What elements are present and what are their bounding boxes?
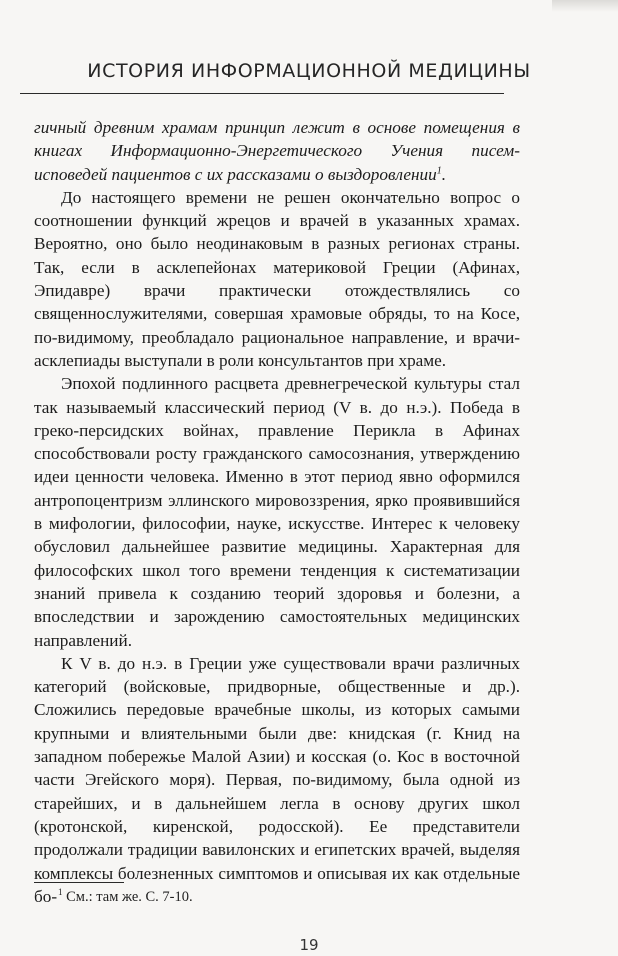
paragraph-continuation bbox=[34, 116, 520, 186]
footnote-reference[interactable]: 1 bbox=[436, 164, 442, 176]
header-rule bbox=[20, 93, 504, 94]
page-number: 19 bbox=[299, 936, 319, 954]
paragraph: До настоящего времени не решен окончательно вопрос о соотношении функций жрецов и врачей в указанных храмах. Вероятно, оно было неодинаковым в разных регионах страны. Так, если в асклепейонах материковой Греции (Афинах, Эпидавре) врачи практически отождествлялись со священнослужителями, совершая храмовые обряды, то на Косе, по-видимому, преобладало рациональное направление, и врачи-асклепиады выступали в роли консультантов при храме. bbox=[34, 187, 520, 370]
footnote bbox=[58, 889, 193, 906]
footnote-marker: 1 bbox=[58, 887, 63, 898]
paragraph-punctuation: . bbox=[441, 164, 447, 184]
page-edge-shadow bbox=[552, 0, 618, 12]
paragraph-text: гичный древним храмам принцип лежит в основе помещения в книгах Информационно-Энергетического Учения писем-исповедей пациентов с их рассказами о выздоровлении bbox=[34, 118, 520, 184]
main-text bbox=[34, 116, 520, 908]
paragraph: К V в. до н.э. в Греции уже существовали врачи различных категорий (войсковые, придворные, общественные и др.). Сложились передовые врачебные школы, из которых самыми крупными и влиятельными были две: книдская (г. Книд на западном побережье Малой Азии) и косская (о. Кос в восточной части Эгейского моря). Первая, по-видимому, была одной из старейших, и в дальнейшем легла в основу других школ (кротонской, киренской, родосской). Ее представители продолжали традиции вавилонских и египетских врачей, выделяя комплексы болезненных симптомов и описывая их как отдельные бо- bbox=[34, 653, 520, 906]
paragraph: Эпохой подлинного расцвета древнегреческой культуры стал так называемый классический период (V в. до н.э.). Победа в греко-персидских войнах, правление Перикла в Афинах способствовали росту гражданского самосознания, утверждению идеи ценности человека. Именно в этот период явно оформился антропоцентризм эллинского мировоззрения, ярко проявившийся в мифологии, философии, науке, искусстве. Интерес к человеку обусловил дальнейшее развитие медицины. Характерная для философских школ того времени тенденция к систематизации знаний привела к созданию теорий здоровья и болезни, а впоследствии и зарождению самостоятельных медицинских направлений. bbox=[34, 374, 520, 650]
footnote-text: См.: там же. С. 7-10. bbox=[66, 889, 193, 905]
footnote-rule bbox=[34, 882, 124, 883]
running-header-title: ИСТОРИЯ ИНФОРМАЦИОННОЙ МЕДИЦИНЫ bbox=[87, 60, 531, 82]
